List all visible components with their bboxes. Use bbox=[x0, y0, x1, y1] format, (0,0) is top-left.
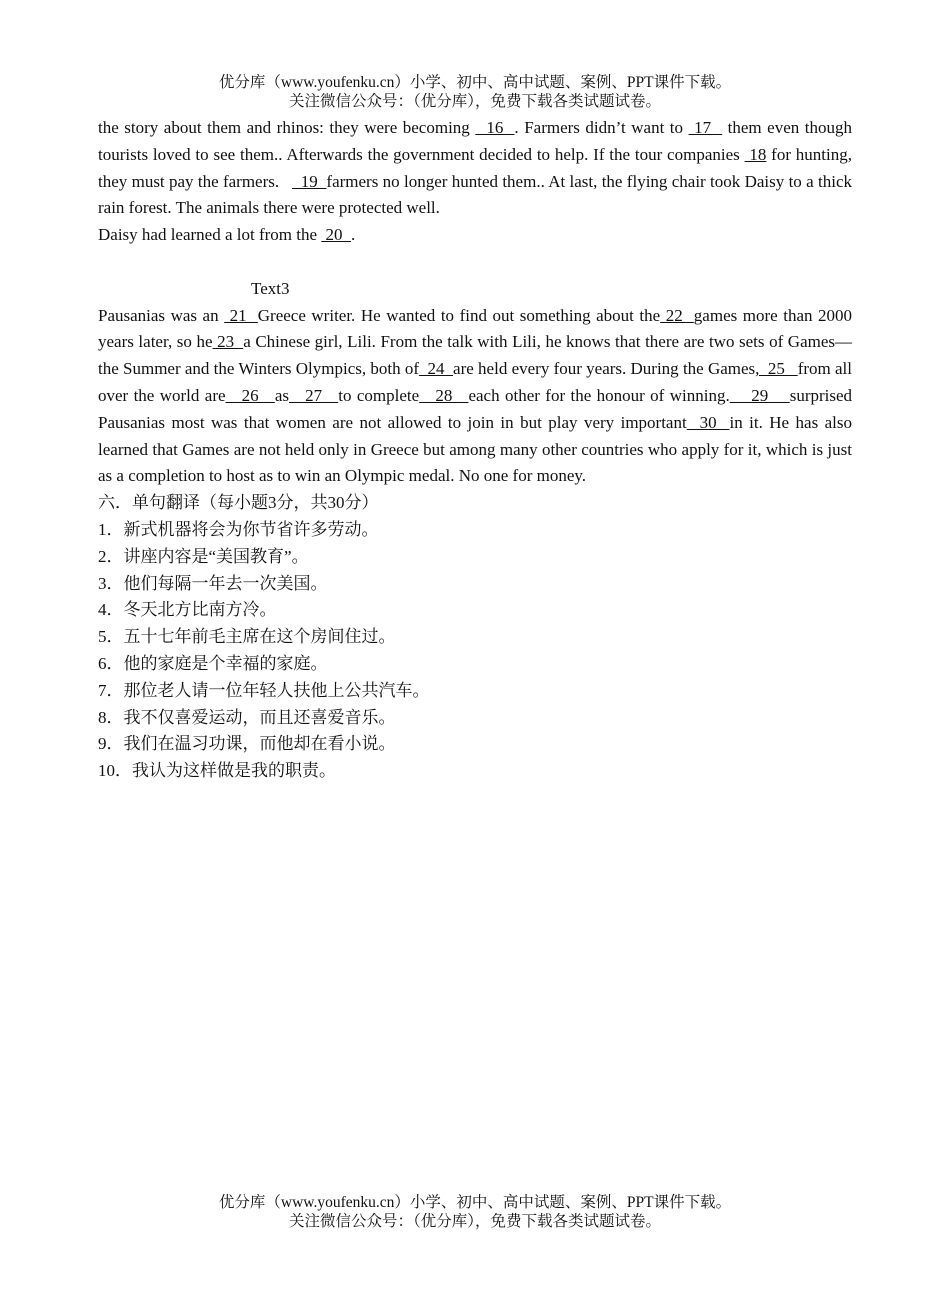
blank-19: 19 bbox=[292, 171, 327, 191]
blank-22: 22 bbox=[660, 305, 694, 325]
translation-item: 9．我们在温习功课，而他却在看小说。 bbox=[98, 734, 396, 754]
text-span: are held every four years. During the Games bbox=[453, 359, 756, 379]
translation-item: 5．五十七年前毛主席在这个房间住过。 bbox=[98, 627, 396, 647]
blank-24: 24 bbox=[419, 359, 454, 379]
text-span: in it. He has also learned that Games are not held only in Greece but among many other countries who apply for it, which is just as a completion to host as to win an Olympic medal. No one for money. bbox=[98, 412, 853, 486]
text-span: to complete bbox=[338, 385, 420, 405]
translation-item: 8．我不仅喜爱运动，而且还喜爱音乐。 bbox=[98, 707, 396, 727]
blank-26: 26 bbox=[225, 385, 275, 405]
blank-27: 27 bbox=[288, 385, 339, 405]
text-span: . Farmers didn’t want to bbox=[514, 118, 689, 137]
text-span: Pausanias was an bbox=[98, 305, 225, 325]
blank-28: 28 bbox=[419, 385, 469, 405]
blank-17: 17 bbox=[688, 118, 723, 137]
text-span: the story about them and rhinos: they were becoming bbox=[98, 118, 476, 137]
header-line-2: 关注微信公众号：（优分库），免费下载各类试题试卷。 bbox=[288, 93, 661, 110]
translation-item: 4．冬天北方比南方冷。 bbox=[98, 600, 277, 620]
blank-21: 21 bbox=[224, 305, 258, 325]
footer-line-2: 关注微信公众号：（优分库），免费下载各类试题试卷。 bbox=[288, 1213, 661, 1230]
section6-title: 六．单句翻译（每小题3分，共30分） bbox=[98, 493, 379, 513]
translation-item: 1．新式机器将会为你节省许多劳动。 bbox=[98, 519, 379, 539]
text-span: for hunting, they must pay the farmers. bbox=[98, 144, 857, 191]
text-span: surprised Pausanias most was that women are not allowed to join in but play very important bbox=[98, 385, 853, 432]
text-span: games more than 2000 years later, so he bbox=[98, 305, 853, 352]
text3-passage bbox=[98, 303, 852, 491]
text3-title: Text3 bbox=[251, 278, 290, 298]
translation-item: 3．他们每隔一年去一次美国。 bbox=[98, 573, 328, 593]
page-footer bbox=[0, 1193, 950, 1231]
translation-item: 2．讲座内容是“美国教育”。 bbox=[98, 546, 309, 566]
header-line-1: 优分库（www.youfenku.cn）小学、初中、高中试题、案例、PPT课件下载。 bbox=[218, 74, 732, 91]
blank-30: 30 bbox=[686, 412, 730, 432]
blank-29: 29 bbox=[729, 385, 790, 405]
blank-20: 20 bbox=[321, 225, 352, 245]
translation-item: 6．他的家庭是个幸福的家庭。 bbox=[98, 653, 328, 673]
text-span: . bbox=[351, 225, 356, 245]
text2-continuation bbox=[98, 115, 857, 222]
text-span: from all over the world are bbox=[98, 359, 852, 405]
translation-item: 10．我认为这样做是我的职责。 bbox=[98, 761, 336, 781]
text-span: farmers no longer hunted them.. At last, the flying chair took Daisy to a thick rain forest. The animals there were protected well. bbox=[98, 171, 852, 218]
text-span: each other for the honour of winning. bbox=[468, 385, 730, 405]
translation-item: 7．那位老人请一位年轻人扶他上公共汽车。 bbox=[98, 680, 430, 700]
document-body bbox=[98, 115, 857, 785]
text-span: a Chinese girl, Lili. From the talk with Lili, he knows that there are two sets of Games—the Summer and the Winters Olympics, both of bbox=[98, 332, 853, 379]
blank-16: 16 bbox=[475, 118, 515, 137]
blank-18: 18 bbox=[744, 144, 767, 164]
text-span: Greece writer. He wanted to find out something about the bbox=[257, 305, 661, 325]
spacer bbox=[98, 249, 852, 276]
text-span: Daisy had learned a lot from the bbox=[98, 225, 322, 245]
page-header bbox=[0, 73, 950, 111]
footer-line-1: 优分库（www.youfenku.cn）小学、初中、高中试题、案例、PPT课件下载。 bbox=[218, 1194, 732, 1211]
text2-conclusion bbox=[98, 222, 852, 249]
blank-23: 23 bbox=[212, 332, 244, 352]
text-span: them even though tourists loved to see them.. Afterwards the government decided to help. If the tour companies bbox=[98, 118, 853, 164]
blank-25: , 25 bbox=[755, 359, 798, 379]
text-span: as bbox=[274, 385, 289, 405]
